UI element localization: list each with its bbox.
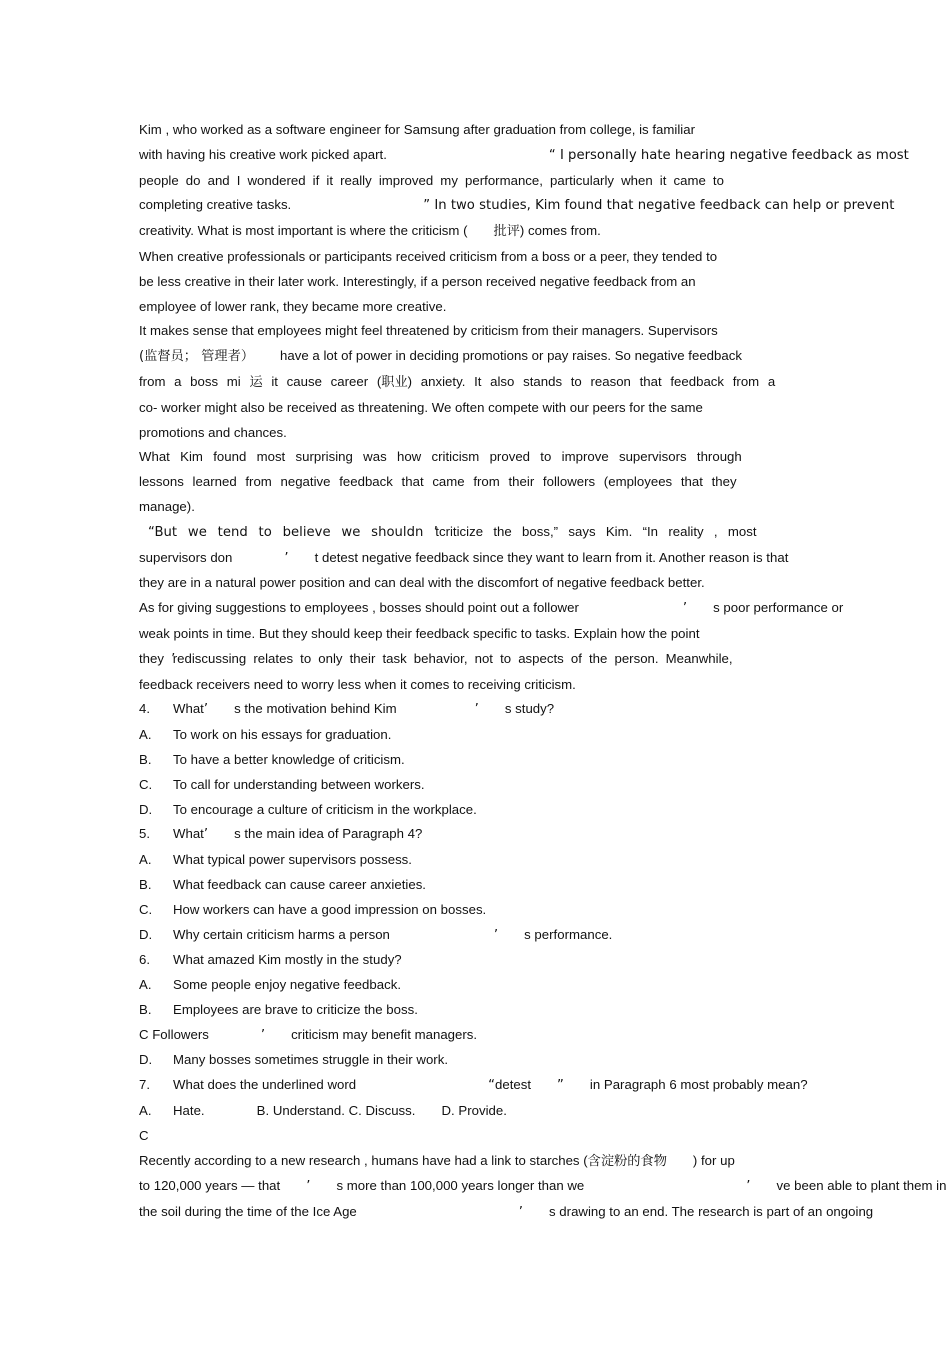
- quote-open-glyph: “: [488, 1078, 495, 1094]
- underlined-word: detest: [494, 1077, 532, 1093]
- passage-line: [139, 596, 932, 622]
- option-row[interactable]: [139, 973, 932, 998]
- passage-text: ) anxiety. It also stands to reason that feedback from a: [407, 373, 776, 389]
- option-label: A.: [139, 727, 152, 743]
- passage-text: from a boss mi: [139, 373, 241, 389]
- option-text: Employees are brave to criticize the boss.: [173, 1001, 418, 1017]
- apostrophe-glyph: ’: [493, 927, 499, 943]
- option-text: To call for understanding between workers.: [173, 776, 425, 792]
- passage-text: feedback receivers need to worry less when it comes to receiving criticism.: [139, 676, 576, 692]
- inline-options-row[interactable]: [139, 1099, 932, 1124]
- option-row[interactable]: [139, 723, 932, 748]
- question-stem: [139, 948, 932, 973]
- option-row[interactable]: [139, 1048, 932, 1073]
- passage-line: [139, 647, 932, 673]
- option-row[interactable]: [139, 923, 932, 949]
- passage-text-quote: ” In two studies, Kim found that negative feedback can help or prevent: [423, 198, 895, 214]
- chinese-gloss-career: 职业: [381, 374, 408, 390]
- passage-line: [139, 118, 932, 143]
- option-text: What typical power supervisors possess.: [173, 852, 412, 868]
- option-text: How workers can have a good impression on bosses.: [173, 901, 487, 917]
- ocr-artifact-glyph: 运: [249, 374, 263, 390]
- passage-line: [139, 445, 932, 470]
- option-row[interactable]: [139, 773, 932, 798]
- option-label: D.: [139, 801, 153, 817]
- passage-text: “But we tend to believe we shouldn: [148, 524, 424, 540]
- passage-line: [139, 245, 932, 270]
- passage-line: [139, 396, 932, 421]
- option-text: Discuss.: [365, 1103, 416, 1119]
- passage-text: criticize the boss,” says Kim. “In reality , most: [438, 523, 757, 539]
- passage-text: ) comes from.: [519, 223, 601, 239]
- option-text: Some people enjoy negative feedback.: [173, 977, 401, 993]
- chinese-gloss-starches: 含淀粉的食物: [587, 1153, 667, 1169]
- passage-text: s poor performance or: [713, 600, 844, 616]
- chinese-gloss-criticism: 批评: [493, 224, 520, 240]
- passage-line: [139, 546, 932, 572]
- passage-line: [139, 344, 932, 370]
- passage-line: [139, 219, 932, 245]
- question-text: in Paragraph 6 most probably mean?: [589, 1077, 808, 1093]
- apostrophe-glyph: ’: [682, 601, 688, 617]
- passage-text: to 120,000 years — that: [139, 1178, 281, 1194]
- question-text: s the motivation behind Kim: [234, 701, 397, 717]
- passage-text: As for giving suggestions to employees , bosses should point out a follower: [139, 600, 579, 616]
- apostrophe-glyph: ’: [171, 651, 173, 667]
- option-label: A.: [139, 977, 152, 993]
- option-label: B.: [139, 751, 152, 767]
- passage-text: with having his creative work picked apart.: [139, 146, 387, 162]
- passage-text: When creative professionals or participants received criticism from a boss or a peer, they tended to: [139, 248, 718, 264]
- option-text: s performance.: [524, 926, 613, 942]
- option-row[interactable]: [139, 998, 932, 1023]
- apostrophe-glyph: ’: [260, 1027, 266, 1043]
- apostrophe-glyph: ’: [306, 1179, 311, 1195]
- apostrophe-glyph: ’: [284, 550, 289, 566]
- option-label: D.: [139, 926, 153, 942]
- passage-line: [139, 470, 932, 495]
- option-text: Many bosses sometimes struggle in their work.: [173, 1052, 449, 1068]
- option-row[interactable]: [139, 898, 932, 923]
- passage-text: people do and I wondered if it really improved my performance, particularly when it came to: [139, 172, 724, 188]
- passage-text: they are in a natural power position and can deal with the discomfort of negative feedback better.: [139, 575, 705, 591]
- question-stem: [139, 822, 932, 848]
- passage-text: it cause career (: [271, 373, 382, 389]
- passage-line: [139, 571, 932, 596]
- passage-text-quote: “ I personally hate hearing negative feedback as most: [548, 147, 909, 163]
- passage-text: be less creative in their later work. Interestingly, if a person received negative feedback from an: [139, 273, 696, 289]
- passage-text: t detest negative feedback since they want to learn from it. Another reason is that: [314, 549, 789, 565]
- apostrophe-glyph: ’: [203, 702, 209, 718]
- passage-line: [139, 495, 932, 520]
- option-row[interactable]: [139, 798, 932, 823]
- passage-text: ve been able to plant them in: [776, 1178, 947, 1194]
- option-label: D.: [441, 1103, 455, 1119]
- option-text: To work on his essays for graduation.: [173, 727, 392, 743]
- option-text: Followers: [152, 1026, 209, 1042]
- passage-line: [139, 193, 932, 219]
- passage-text: ) for up: [692, 1152, 735, 1168]
- option-label: C.: [139, 776, 153, 792]
- passage-text: they: [139, 650, 165, 666]
- option-label: C.: [348, 1103, 362, 1119]
- passage-line: [139, 622, 932, 647]
- passage-line: [139, 270, 932, 295]
- option-label: A.: [139, 852, 152, 868]
- passage-line: [139, 1174, 947, 1200]
- option-label: C.: [139, 901, 153, 917]
- question-text: What: [173, 701, 204, 717]
- passage-text: It makes sense that employees might feel threatened by criticism from their managers. Supervisors: [139, 323, 718, 339]
- passage-text: Recently according to a new research , humans have had a link to starches (: [139, 1152, 588, 1168]
- question-number: 4.: [139, 701, 151, 717]
- question-text: s study?: [504, 701, 555, 717]
- option-text: Why certain criticism harms a person: [173, 926, 390, 942]
- section-marker-text: C: [139, 1127, 149, 1143]
- apostrophe-glyph: ’: [433, 524, 436, 540]
- passage-line: [139, 370, 932, 396]
- passage-text: Kim , who worked as a software engineer for Samsung after graduation from college, is familiar: [139, 122, 696, 137]
- question-number: 6.: [139, 952, 151, 968]
- passage-line: [139, 295, 932, 320]
- passage-text: promotions and chances.: [139, 424, 287, 440]
- passage-line: [139, 1200, 932, 1226]
- passage-text: manage).: [139, 498, 195, 514]
- option-label: C: [139, 1026, 149, 1042]
- passage-text: s more than 100,000 years longer than we: [336, 1178, 585, 1194]
- quote-close-glyph: ”: [557, 1078, 564, 1094]
- passage-line: [139, 143, 932, 169]
- passage-text: creativity. What is most important is where the criticism (: [139, 223, 468, 239]
- option-text: Hate.: [173, 1103, 205, 1119]
- option-label: B.: [139, 1001, 152, 1017]
- passage-text: discussing relates to only their task behavior, not to aspects of the person. Meanwhile,: [184, 650, 733, 666]
- option-text: criticism may benefit managers.: [291, 1026, 478, 1042]
- option-label: A.: [139, 1103, 152, 1119]
- option-text: What feedback can cause career anxieties.: [173, 876, 426, 892]
- question-text: s the main idea of Paragraph 4?: [234, 826, 423, 842]
- passage-text: t: [435, 523, 439, 539]
- passage-line: [139, 319, 932, 344]
- option-text: Provide.: [458, 1103, 507, 1119]
- passage-text: weak points in time. But they should keep their feedback specific to tasks. Explain how the point: [139, 625, 700, 641]
- apostrophe-glyph: ’: [474, 702, 479, 718]
- question-stem: [139, 697, 932, 723]
- question-text: What amazed Kim mostly in the study?: [173, 952, 402, 968]
- apostrophe-glyph: ’: [518, 1205, 523, 1221]
- option-row[interactable]: [139, 848, 932, 873]
- passage-line: [139, 169, 932, 194]
- question-number: 7.: [139, 1077, 151, 1093]
- passage-line: [139, 520, 932, 546]
- apostrophe-glyph: ’: [746, 1179, 751, 1195]
- chinese-gloss-supervisors: (监督员； 管理者）: [139, 349, 255, 365]
- passage-text: co- worker might also be received as threatening. We often compete with our peers for the same: [139, 399, 703, 415]
- option-row[interactable]: [139, 1023, 932, 1049]
- option-label: D.: [139, 1052, 153, 1068]
- passage-text: re: [172, 650, 185, 666]
- option-text: To have a better knowledge of criticism.: [173, 751, 405, 767]
- passage-line: [139, 1149, 932, 1175]
- section-marker-c: [139, 1124, 932, 1149]
- question-text: What: [173, 826, 204, 842]
- passage-text: the soil during the time of the Ice Age: [139, 1204, 357, 1220]
- option-row[interactable]: [139, 873, 932, 898]
- option-row[interactable]: [139, 748, 932, 773]
- passage-text: have a lot of power in deciding promotions or pay raises. So negative feedback: [280, 348, 742, 364]
- passage-text: What Kim found most surprising was how criticism proved to improve supervisors through: [139, 449, 742, 465]
- question-number: 5.: [139, 826, 151, 842]
- document-body: [139, 118, 947, 1226]
- option-label: B.: [256, 1103, 270, 1119]
- option-text: Understand.: [272, 1103, 345, 1119]
- question-stem: [139, 1073, 932, 1099]
- apostrophe-glyph: ’: [203, 827, 209, 843]
- passage-line: [139, 673, 932, 698]
- option-text: To encourage a culture of criticism in the workplace.: [173, 801, 477, 817]
- question-text: What does the underlined word: [173, 1077, 357, 1093]
- passage-line: [139, 421, 932, 446]
- passage-text: s drawing to an end. The research is part of an ongoing: [549, 1204, 874, 1220]
- passage-text: lessons learned from negative feedback that came from their followers (employees that they: [139, 474, 737, 490]
- passage-text: completing creative tasks.: [139, 197, 292, 213]
- option-label: B.: [139, 876, 152, 892]
- passage-text: employee of lower rank, they became more creative.: [139, 298, 447, 314]
- passage-text: supervisors don: [139, 549, 233, 565]
